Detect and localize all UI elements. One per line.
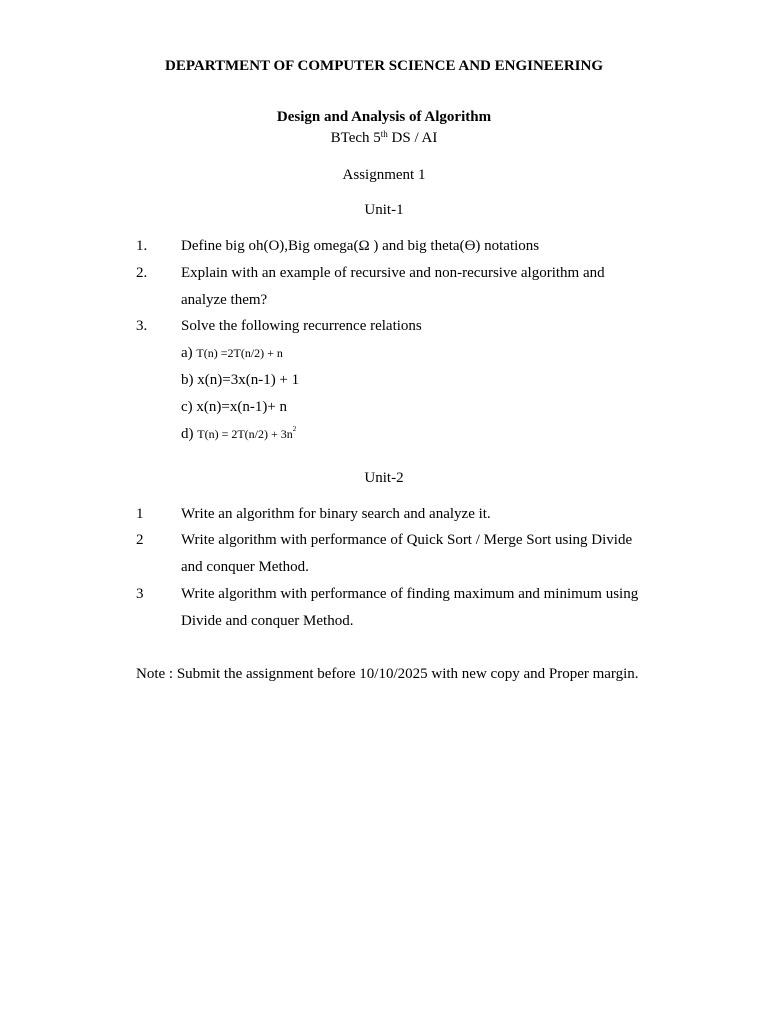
part-a-label: a): [181, 345, 197, 361]
unit1-q1-text: Define big oh(O),Big omega(Ω ) and big theta(Ө) notations: [181, 238, 540, 254]
unit2-q1-text: Write an algorithm for binary search and analyze it.: [181, 506, 491, 522]
unit1-q2-text-line1: Explain with an example of recursive and non-recursive algorithm and: [181, 265, 605, 281]
course-title: Design and Analysis of Algorithm: [276, 109, 492, 125]
assignment-title: Assignment 1: [342, 167, 426, 183]
unit1-q3-part-c: [181, 399, 287, 416]
part-b-label: b): [181, 372, 198, 388]
submission-note: Note : Submit the assignment before 10/10/2025 with new copy and Proper margin.: [136, 666, 639, 682]
department-heading: DEPARTMENT OF COMPUTER SCIENCE AND ENGINEERING: [165, 58, 603, 74]
part-d-label: d): [181, 426, 198, 442]
program-line: [0, 130, 768, 147]
part-a-equation: T(n) =2T(n/2) + n: [196, 346, 283, 360]
unit1-q2-text-line2: analyze them?: [181, 292, 268, 308]
part-d-equation-text: T(n) = 2T(n/2) + 3n: [197, 427, 293, 441]
unit1-q2-number: 2.: [136, 265, 148, 281]
part-b-equation: x(n)=3x(n-1) + 1: [197, 372, 300, 388]
part-c-label: c): [181, 399, 197, 415]
unit2-title: Unit-2: [364, 470, 404, 486]
unit1-q3-part-b: [181, 372, 299, 389]
program-suffix: DS / AI: [387, 130, 438, 146]
unit2-q1-number: 1: [136, 506, 144, 522]
unit2-q2-text-line1: Write algorithm with performance of Quick Sort / Merge Sort using Divide: [181, 532, 633, 548]
program-superscript: th: [380, 129, 388, 139]
unit2-q2-text-line2: and conquer Method.: [181, 559, 309, 575]
unit2-q2-number: 2: [136, 532, 144, 548]
part-d-equation: [197, 427, 296, 441]
unit1-q3-text: Solve the following recurrence relations: [181, 318, 422, 334]
unit1-q3-part-a: [181, 345, 283, 362]
unit1-q1-number: 1.: [136, 238, 148, 254]
unit1-q3-number: 3.: [136, 318, 148, 334]
unit2-q3-number: 3: [136, 586, 144, 602]
part-d-exponent: 2: [292, 425, 297, 433]
unit2-q3-text-line2: Divide and conquer Method.: [181, 613, 354, 629]
unit1-q3-part-d: [181, 426, 296, 443]
unit2-q3-text-line1: Write algorithm with performance of finding maximum and minimum using: [181, 586, 639, 602]
part-c-equation: x(n)=x(n-1)+ n: [196, 399, 288, 415]
unit1-title: Unit-1: [364, 202, 404, 218]
program-prefix: BTech 5: [330, 130, 381, 146]
